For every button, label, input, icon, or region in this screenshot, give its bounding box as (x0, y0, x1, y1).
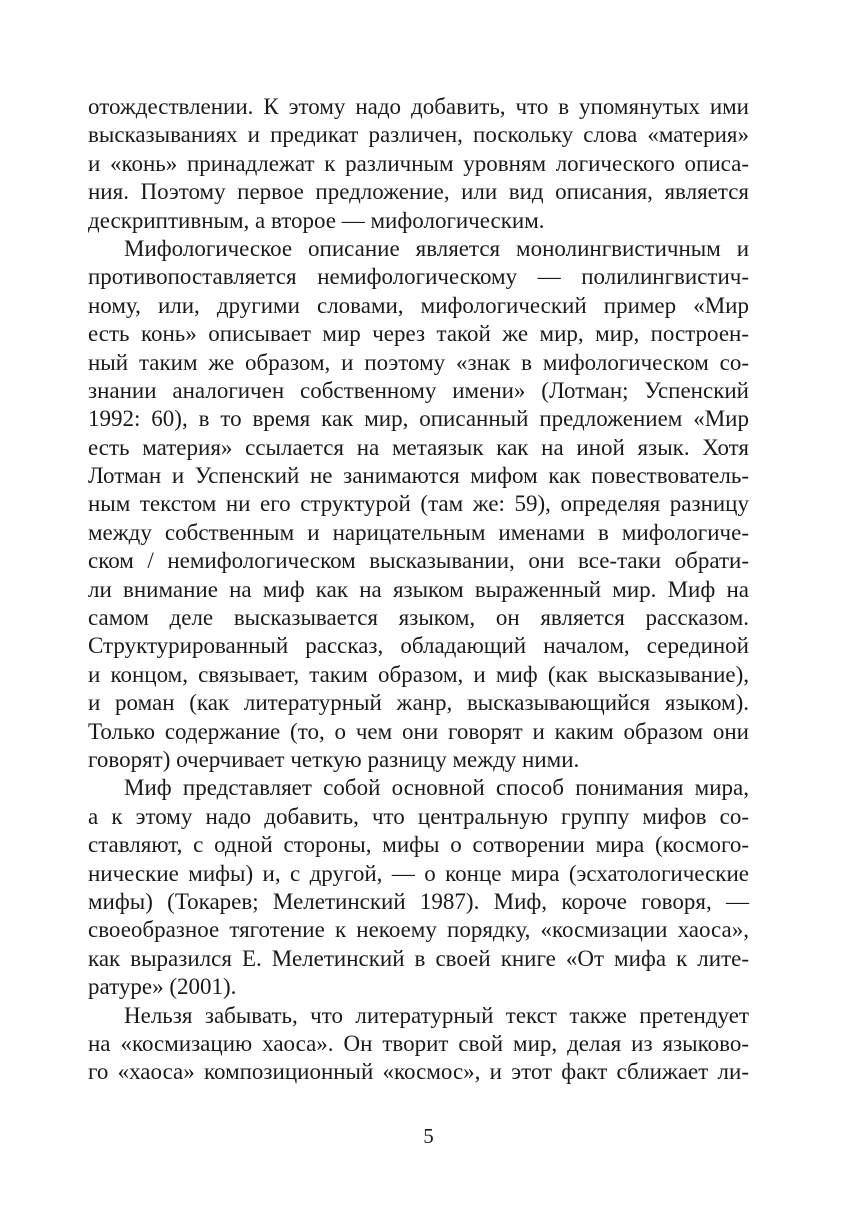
text-line: дескриптивным, а второе — мифологическим. (88, 207, 545, 233)
text-line: мифы) (Токарев; Мелетинский 1987). Миф, короче говоря, — (88, 888, 749, 914)
paragraph (88, 93, 749, 235)
text-line: ратуре» (2001). (88, 974, 237, 1000)
text-line: ли внимание на миф как на языком выраженный мир. Миф на (88, 576, 749, 602)
text-line: Нельзя забывать, что литературный текст также претендует (124, 1002, 749, 1028)
text-line: ным текстом ни его структурой (там же: 59), определяя разницу (88, 491, 749, 517)
text-line: самом деле высказывается языком, он является рассказом. (88, 605, 749, 631)
text-line: 1992: 60), в то время как мир, описанный предложением «Мир (88, 406, 749, 432)
text-line: ный таким же образом, и поэтому «знак в мифологическом со- (88, 349, 749, 375)
text-line: есть материя» ссылается на метаязык как на иной язык. Хотя (88, 434, 749, 460)
text-line: нические мифы) и, с другой, — о конце мира (эсхатологические (88, 860, 749, 886)
text-line: и «конь» принадлежат к различным уровням логического описа- (88, 150, 749, 176)
text-line: как выразился Е. Мелетинский в своей книге «От мифа к лите- (88, 945, 749, 971)
text-line: противопоставляется немифологическому — полилингвистич- (88, 264, 749, 290)
text-line: и роман (как литературный жанр, высказывающийся языком). (88, 690, 749, 716)
text-line: на «космизацию хаоса». Он творит свой мир, делая из языково- (88, 1030, 749, 1056)
text-line: знании аналогичен собственному имени» (Лотман; Успенский (88, 377, 749, 403)
text-line: отождествлении. К этому надо добавить, что в упомянутых ими (88, 94, 749, 119)
page-body (88, 93, 749, 1087)
page-number: 5 (423, 1124, 434, 1148)
text-line: Только содержание (то, о чем они говорят и каким образом они (88, 718, 749, 744)
paragraph (88, 1002, 749, 1087)
text-line: есть конь» описывает мир через такой же мир, мир, построен- (88, 321, 749, 347)
text-line: и концом, связывает, таким образом, и миф (как высказывание), (88, 661, 749, 687)
text-line: Структурированный рассказ, обладающий началом, серединой (88, 633, 749, 659)
text-line: Лотман и Успенский не занимаются мифом как повествователь- (88, 463, 749, 489)
text-line: своеобразное тяготение к некоему порядку, «космизации хаоса», (88, 917, 749, 943)
text-line: а к этому надо добавить, что центральную группу мифов со- (88, 803, 749, 829)
text-line: Мифологическое описание является монолингвистичным и (124, 235, 749, 261)
text-line: высказываниях и предикат различен, поскольку слова «материя» (88, 122, 749, 148)
text-line: ному, или, другими словами, мифологический пример «Мир (88, 292, 749, 318)
text-line: между собственным и нарицательным именами в мифологиче- (88, 519, 749, 545)
text-line: ния. Поэтому первое предложение, или вид описания, является (88, 179, 749, 205)
text-line: ском / немифологическом высказывании, они все-таки обрати- (88, 548, 749, 574)
text-line: говорят) очерчивает четкую разницу между ними. (88, 746, 580, 772)
text-line: го «хаоса» композиционный «космос», и этот факт сближает ли- (88, 1059, 749, 1085)
paragraph (88, 774, 749, 1001)
text-line: Миф представляет собой основной способ понимания мира, (124, 775, 749, 801)
text-line: ставляют, с одной стороны, мифы о сотворении мира (космого- (88, 832, 749, 858)
paragraph (88, 235, 749, 774)
